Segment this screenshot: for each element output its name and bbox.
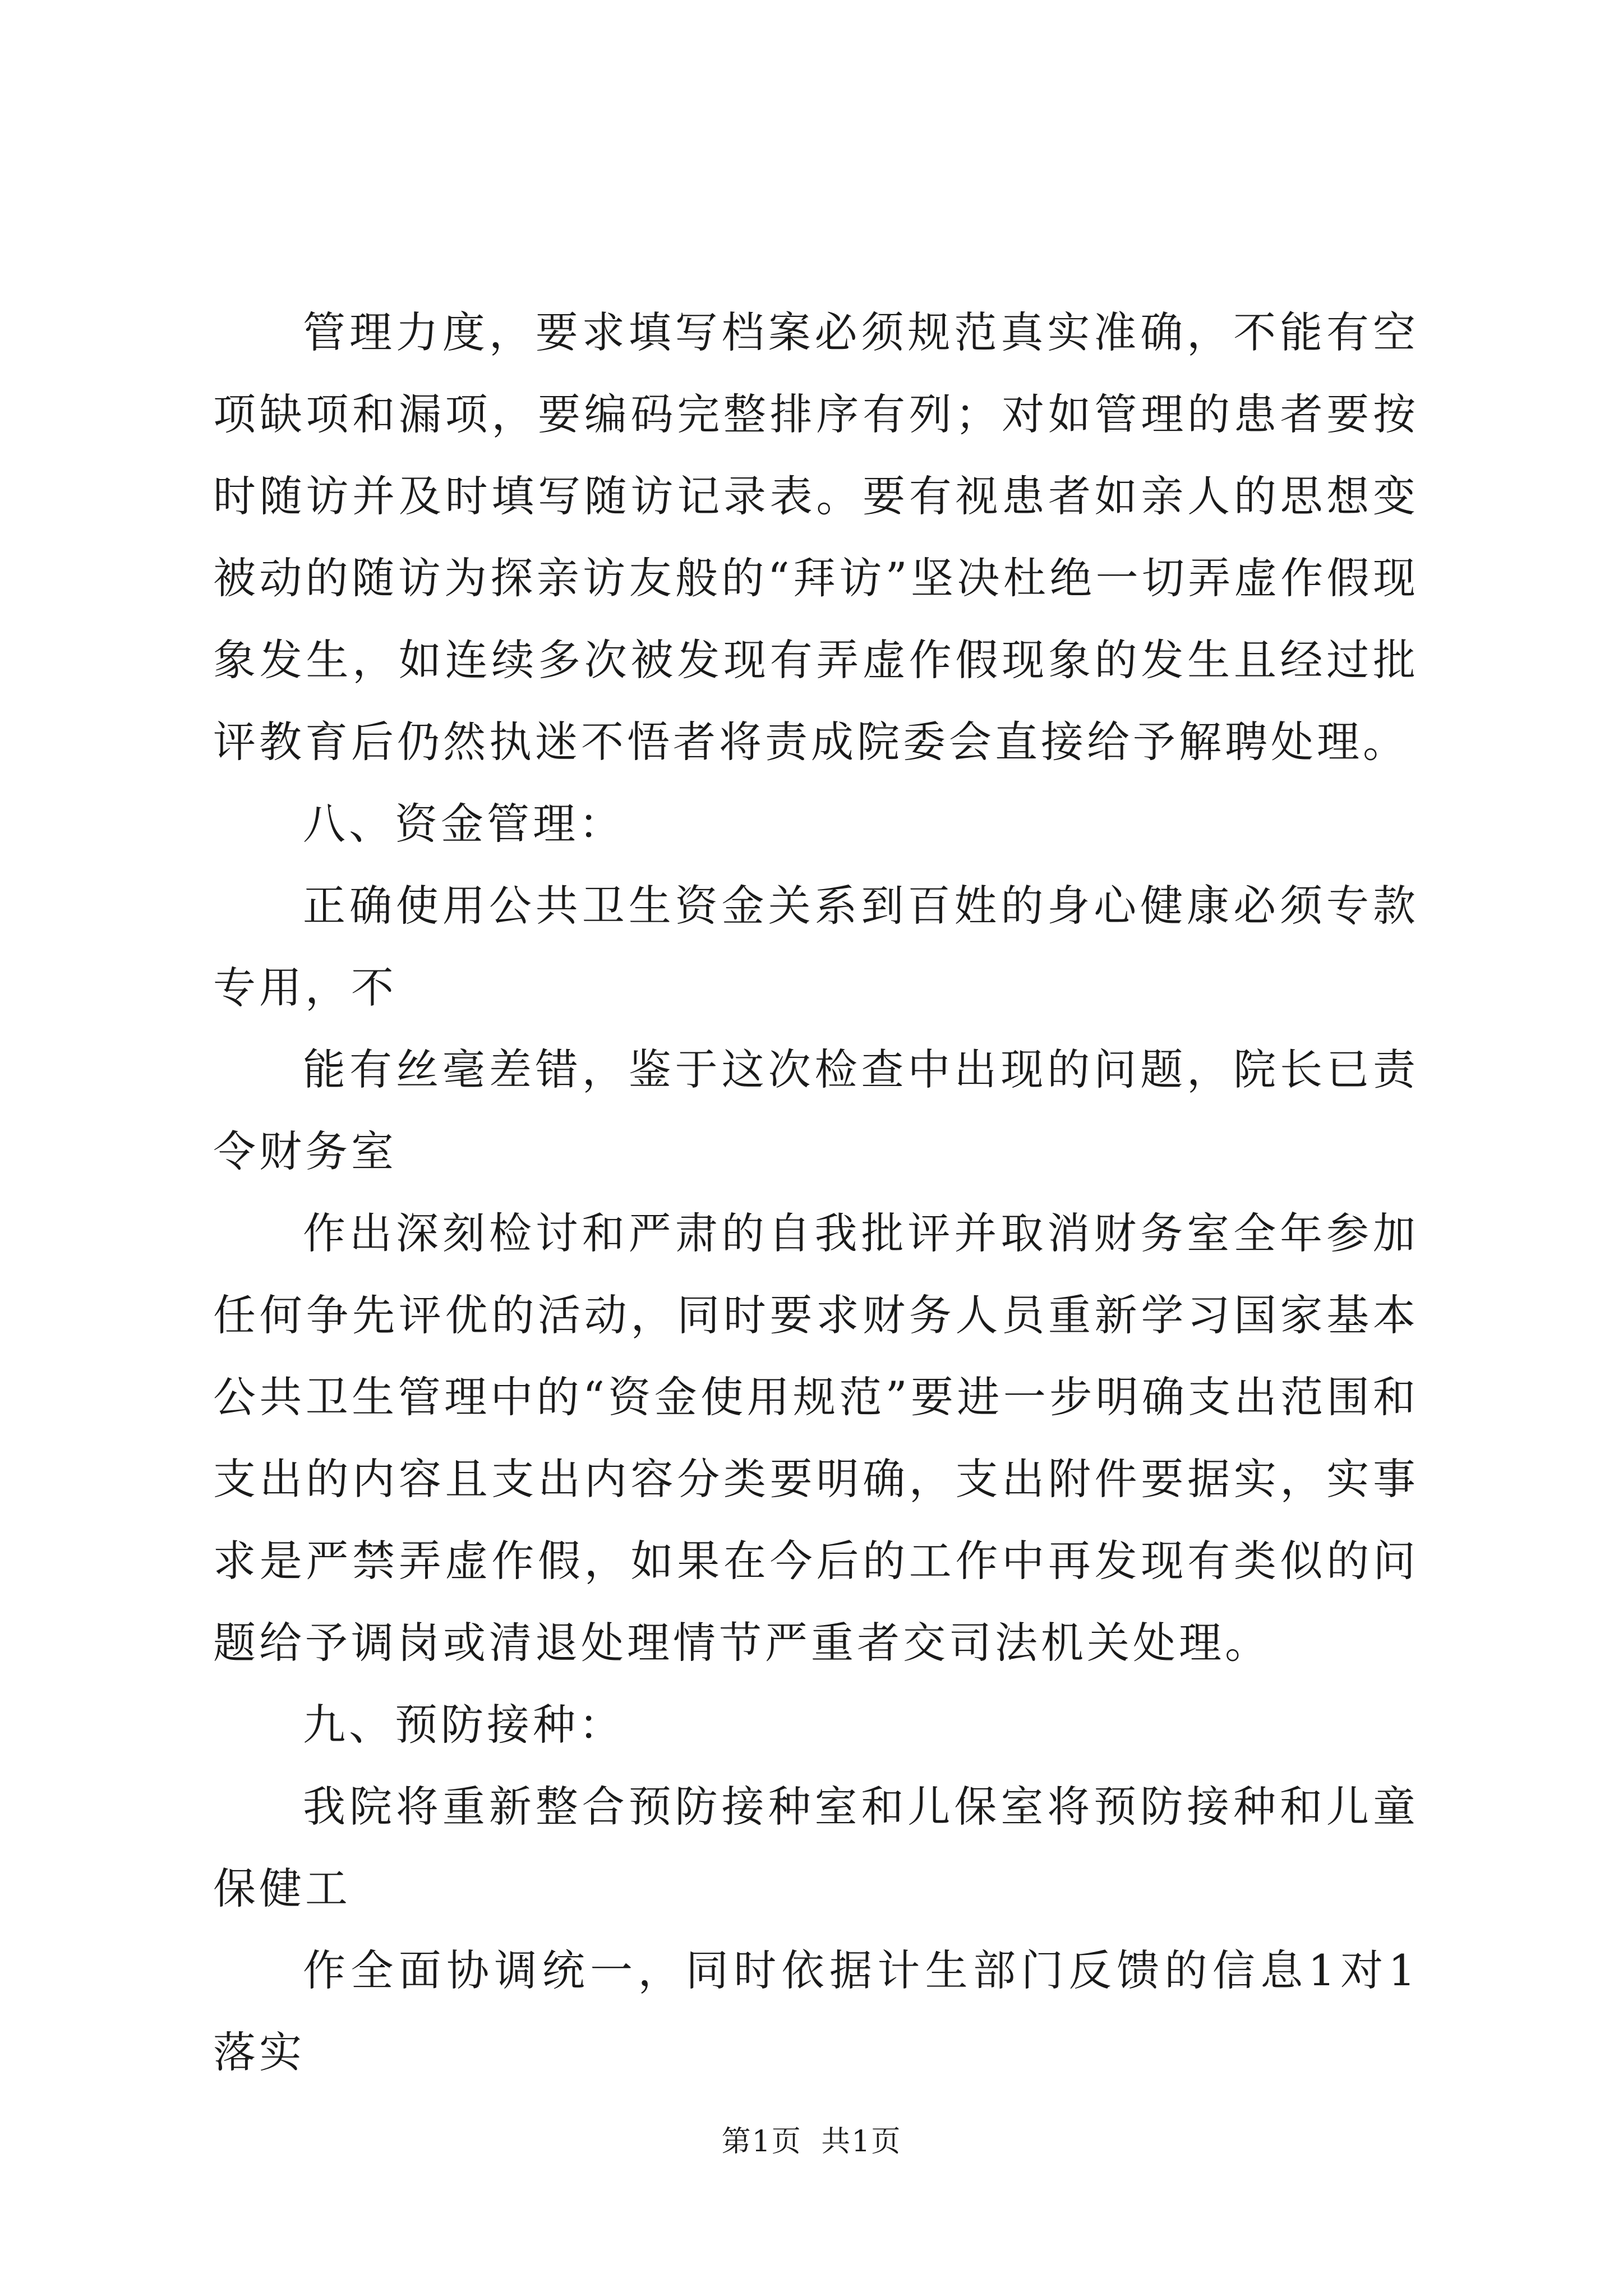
paragraph-funds-2: 能有丝毫差错，鉴于这次检查中出现的问题，院长已责令财务室 (213, 1045, 1419, 1176)
paragraph-archive-management: 管理力度，要求填写档案必须规范真实准确，不能有空项缺项和漏项，要编码完整排序有列；对如管理的患者要按时随访并及时填写随访记录表。要有视患者如亲人的思想变被动的随访为探亲访友般的“拜访”坚决杜绝一切弄虚作假现象发生，如连续多次被发现有弄虚作假现象的发生且经过批评教育后仍然执迷不悟者将责成院委会直接给予解聘处理。 (213, 307, 1419, 767)
paragraph-funds-1: 正确使用公共卫生资金关系到百姓的身心健康必须专款专用，不 (213, 881, 1419, 1013)
paragraph-vaccination-2: 作全面协调统一，同时依据计生部门反馈的信息1对1落实 (213, 1945, 1419, 2077)
page-footer (0, 2118, 1623, 2160)
section-heading-funds: 八、资金管理： (303, 799, 625, 849)
section-heading-vaccination: 九、预防接种： (303, 1700, 625, 1750)
document-body (213, 292, 1419, 2093)
paragraph-funds-3: 作出深刻检讨和严肃的自我批评并取消财务室全年参加任何争先评优的活动，同时要求财务人员重新学习国家基本公共卫生管理中的“资金使用规范”要进一步明确支出范围和支出的内容且支出内容分类要明确，支出附件要据实，实事求是严禁弄虚作假，如果在今后的工作中再发现有类似的问题给予调岗或清退处理情节严重者交司法机关处理。 (213, 1208, 1419, 1668)
page-total: 共1页 (821, 2125, 902, 2159)
paragraph-vaccination-1: 我院将重新整合预防接种室和儿保室将预防接种和儿童保健工 (213, 1782, 1419, 1913)
page-number: 第1页 (721, 2125, 802, 2159)
